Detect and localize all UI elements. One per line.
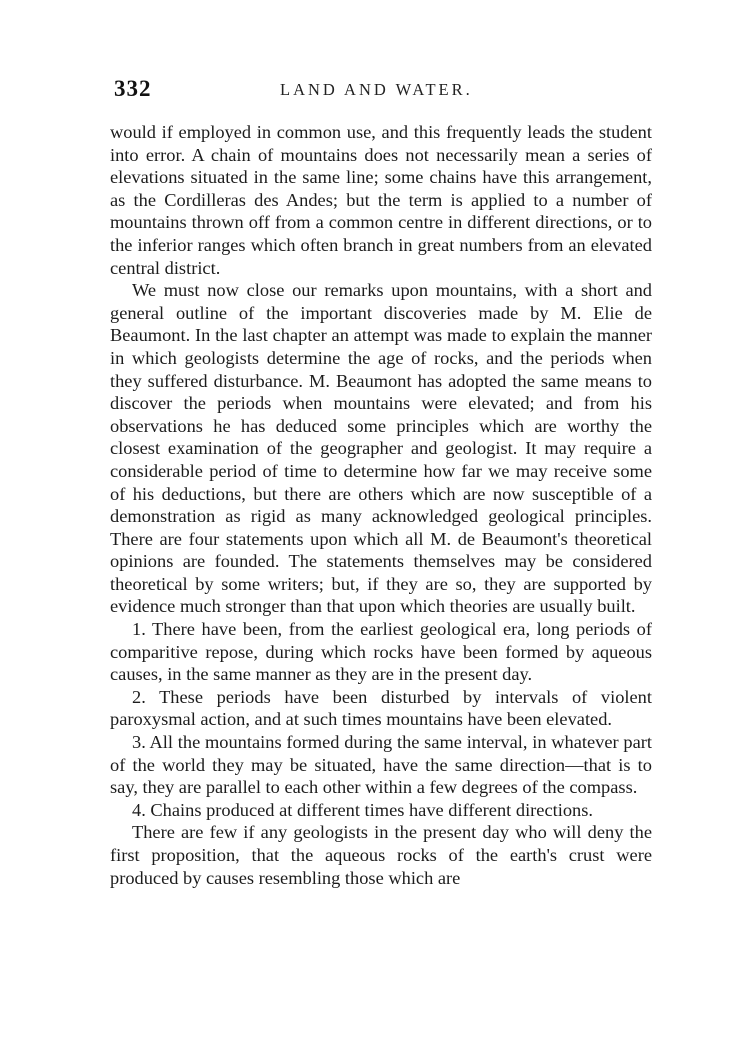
page-number: 332 <box>114 76 152 101</box>
statement-4: 4. Chains produced at different times have different directions. <box>132 799 593 820</box>
paragraph-closing: There are few if any geologists in the present day who will deny the first proposition, that the aqueous rocks of the earth's crust were produced by causes resembling those which are <box>110 822 652 888</box>
body-text <box>110 121 652 889</box>
statement-3: 3. All the mountains formed during the same interval, in whatever part of the world they may be situated, have the same direction—that is to say, they are parallel to each other within a few degrees of the compass. <box>110 732 652 798</box>
paragraph-continuation: would if employed in common use, and this frequently leads the student into error. A chain of mountains does not necessarily mean a series of elevations situated in the same line; some chains have this arrangement, as the Cordilleras des Andes; but the term is applied to a number of mountains thrown off from a common centre in different directions, or to the inferior ranges which often branch in great numbers from an elevated central district. <box>110 122 652 278</box>
running-title: LAND AND WATER. <box>280 80 473 99</box>
statement-1: 1. There have been, from the earliest geological era, long periods of comparitive repose, during which rocks have been formed by aqueous causes, in the same manner as they are in the present day. <box>110 619 652 685</box>
running-head <box>110 76 655 106</box>
paragraph-beaumont-intro: We must now close our remarks upon mountains, with a short and general outline of the important discoveries made by M. Elie de Beaumont. In the last chapter an attempt was made to explain the manner in which geologists determine the age of rocks, and the periods when they suffered disturbance. M. Beaumont has adopted the same means to discover the periods when mountains were elevated; and from his observations he has deduced some principles which are worthy the closest examination of the geographer and geologist. It may require a considerable period of time to determine how far we may receive some of his deductions, but there are others which are now susceptible of a demonstration as rigid as many acknowledged geological principles. There are four statements upon which all M. de Beaumont's theoretical opinions are founded. The statements themselves may be considered theoretical by some writers; but, if they are so, they are supported by evidence much stronger than that upon which theories are usually built. <box>110 280 652 617</box>
statement-2: 2. These periods have been disturbed by intervals of violent paroxysmal action, and at such times mountains have been elevated. <box>110 686 652 730</box>
